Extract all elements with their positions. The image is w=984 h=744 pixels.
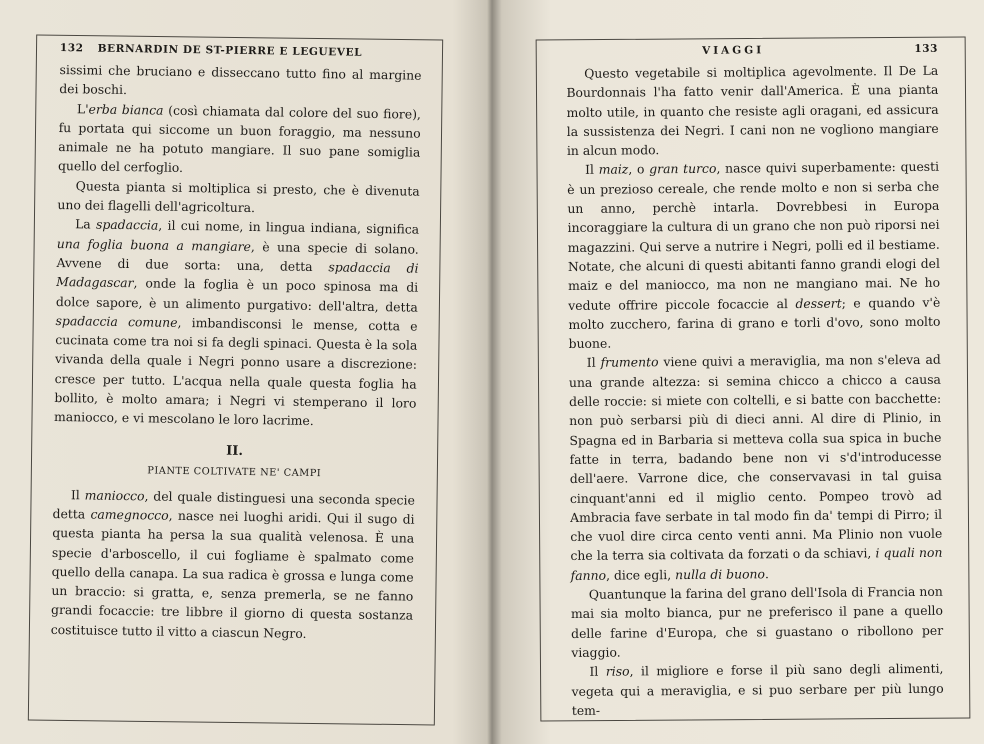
paragraph: L'erba bianca (così chiamata dal colore del suo fiore), fu portata qui siccome un buon foraggio, ma nessuno animale ne ha potuto mangiare. Il suo pane somiglia quello del cerfoglio. <box>57 100 422 176</box>
paragraph: Il maniocco, del quale distinguesi una seconda specie detta camegnocco, nasce nei luoghi aridi. Qui il sugo di questa pianta ha persa la sua qualità velenosa. È una specie d'arboscello, il cui fogliame è spalmato come quello della canapa. La sua radica è grossa e lunga come un braccio: si gratta, e, senza premerla, se ne fanno grandi focaccie: tre libbre il giorno di questa sostanza costituisce tutto il vitto a ciascun Negro. <box>50 486 415 641</box>
italic-term: spadaccia <box>95 216 159 233</box>
paragraph: sissimi che bruciano e disseccano tutto fino al margine dei boschi. <box>59 61 422 98</box>
italic-term: spadaccia comune <box>55 312 178 330</box>
paragraph: La spadaccia, il cui nome, in lingua indiana, significa una foglia buona a mangiare, è una specie di solano. Avvene di due sorta: una, detta spadaccia di Madagascar, onde la foglia è un poco spinosa ma di dolce sapore, è un alimento purgativo: dell'altra, detta spadaccia comune, imbandisconsi le mense, cotta e cucinata come tra noi si fa degli spinaci. Questa è la sola vivanda della quale i Negri ponno usare a discrezione: cresce per tutto. L'acqua nella quale questa foglia ha bollito, è molto amara; i Negri vi stemperano il loro maniocco, e vi mescolano le loro lacrime. <box>53 216 420 429</box>
italic-term: maniocco <box>84 487 145 504</box>
italic-term: i quali non fanno <box>570 545 943 583</box>
italic-term: una foglia buona a mangiare <box>56 235 252 254</box>
right-page <box>566 42 944 718</box>
left-body-text-upper <box>54 60 422 432</box>
left-page-number: 132 <box>59 42 84 55</box>
paragraph: Questa pianta si moltiplica si presto, che è divenuta uno dei flagelli dell'agricoltura. <box>57 178 420 216</box>
italic-term: erba bianca <box>88 101 164 118</box>
paragraph: Quantunque la farina del grano dell'Isola di Francia non mai sia molto bianca, pur ne preferisco il pane a quello delle farine d'Europa, che si guastano o ribollono per viaggio. <box>570 583 944 660</box>
italic-term: gran turco <box>649 161 717 177</box>
right-body-text <box>566 61 944 720</box>
section-title: PIANTE COLTIVATE NE' CAMPI <box>147 465 322 479</box>
italic-term: maiz <box>598 161 629 178</box>
left-running-title: BERNARDIN DE ST-PIERRE E LEGUEVEL <box>97 42 363 59</box>
paragraph: Il frumento viene quivi a meraviglia, ma non s'eleva ad una grande altezza: si semina chicco a chicco a causa delle roccie: si miete con coltelli, e si batte con bacchette: non può serbarsi più di dieci anni. Al dire di Plinio, in Spagna ed in Barbaria si metteva colla sua spica in buche fatte in terra, badando bene non vi s'd'introducesse dell'aere. Varrone dice, che conservavasi in tal guisa cinquant'anni ed il miglio cento. Pompeo trovò ad Ambracia fave serbate in tal modo fin da' tempi di Pirro; il che vuol dire circa cento venti anni. Ma Plinio non vuole che la terra sia coltivata da forzati o da schiavi, i quali non fanno, dice egli, nulla di buono. <box>568 352 943 583</box>
italic-term: spadaccia di Madagascar <box>56 259 419 291</box>
italic-term: camegnocco <box>90 506 169 523</box>
right-running-head <box>566 43 938 62</box>
right-page-number: 133 <box>914 42 939 55</box>
left-body-text-lower <box>51 485 415 645</box>
italic-term: frumento <box>600 354 659 371</box>
italic-term: riso <box>605 663 630 679</box>
paragraph: Il riso, il migliore e forse il più sano degli alimenti, vegeta qui a meraviglia, e si puo serbare per più lungo tem- <box>571 660 944 718</box>
italic-term: dessert <box>795 295 842 311</box>
paragraph: Il maiz, o gran turco, nasce quivi superbamente: questi è un prezioso cereale, che rende molto e non si serba che un anno, perchè intarla. Dovrebbesi in Europa incoraggiare la cultura di un grano che non può riporsi nei magazzini. Qui serve a nutrire i Negri, polli ed il bestiame. Notate, che alcuni di questi abitanti fanno grandi elogi del maiz e del maniocco, ma non ne mangiano mai. Ne ho vedute offrire piccole focaccie al dessert; e quando v'è molto zucchero, farina di grano e torli d'ovo, sono molto buone. <box>567 159 941 352</box>
italic-term: nulla di buono <box>675 566 766 582</box>
left-page <box>50 42 422 708</box>
right-running-title: VIAGGI <box>701 44 765 57</box>
section-number: II. <box>226 443 244 459</box>
paragraph: Questo vegetabile si moltiplica agevolmente. Il De La Bourdonnais l'ha fatto venir dall'America. È una pianta molto utile, in quanto che resiste agli oragani, ed assicura la sussistenza dei Negri. I cani non ne vogliono mangiare in alcun modo. <box>566 62 939 159</box>
